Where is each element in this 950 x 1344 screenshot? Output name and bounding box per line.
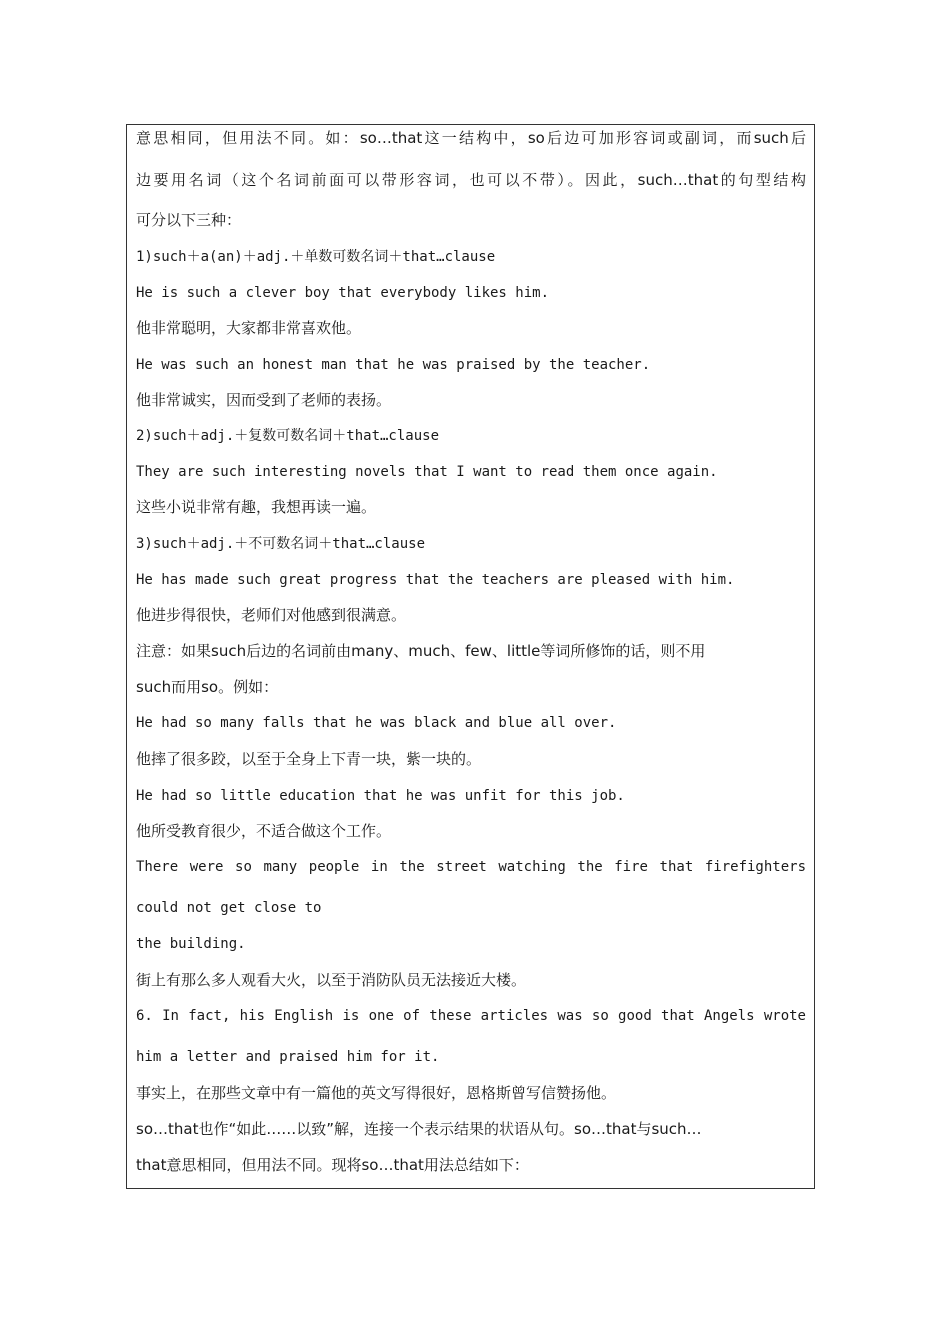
text-line: 边要用名词（这个名词前面可以带形容词，也可以不带）。因此，such…that的句型结构 [136,171,806,189]
text-line: so…that也作“如此……以致”解，连接一个表示结果的状语从句。so…that与such… [136,1120,702,1138]
text-line: 1)such＋a(an)＋adj.＋单数可数名词＋that…clause [136,249,496,265]
text-line: 注意：如果such后边的名词前由many、much、few、little等词所修饰的话，则不用 [136,642,706,660]
text-line: He had so many falls that he was black and blue all over. [136,715,617,731]
text-line: that意思相同，但用法不同。现将so…that用法总结如下： [136,1156,529,1174]
text-line: 他摔了很多跤，以至于全身上下青一块，紫一块的。 [136,750,482,768]
text-line: could not get close to [136,900,322,916]
text-line: 他进步得很快，老师们对他感到很满意。 [136,606,407,624]
text-line: such而用so。例如： [136,678,279,696]
text-line: He was such an honest man that he was praised by the teacher. [136,357,651,373]
text-line: 这些小说非常有趣，我想再读一遍。 [136,498,377,516]
text-line: He has made such great progress that the teachers are pleased with him. [136,572,735,588]
text-line: the building. [136,936,246,952]
text-line: 他所受教育很少，不适合做这个工作。 [136,822,392,840]
text-line: 意思相同，但用法不同。如：so…that这一结构中，so后边可加形容词或副词，而such后 [136,129,806,147]
text-line: 3)such＋adj.＋不可数名词＋that…clause [136,536,426,552]
text-line: 2)such＋adj.＋复数可数名词＋that…clause [136,428,440,444]
text-line: 可分以下三种： [136,211,242,229]
text-line: 他非常诚实，因而受到了老师的表扬。 [136,391,392,409]
text-line: He is such a clever boy that everybody likes him. [136,285,550,301]
text-line: him a letter and praised him for it. [136,1049,440,1065]
text-line: They are such interesting novels that I want to read them once again. [136,464,718,480]
text-line: 他非常聪明，大家都非常喜欢他。 [136,319,362,337]
text-line: 事实上，在那些文章中有一篇他的英文写得很好，恩格斯曾写信赞扬他。 [136,1084,617,1102]
text-line: 街上有那么多人观看大火，以至于消防队员无法接近大楼。 [136,971,527,989]
text-line: He had so little education that he was unfit for this job. [136,788,625,804]
text-line: 6. In fact, his English is one of these articles was so good that Angels wrote [136,1008,806,1024]
text-line: There were so many people in the street watching the fire that firefighters [136,859,806,875]
